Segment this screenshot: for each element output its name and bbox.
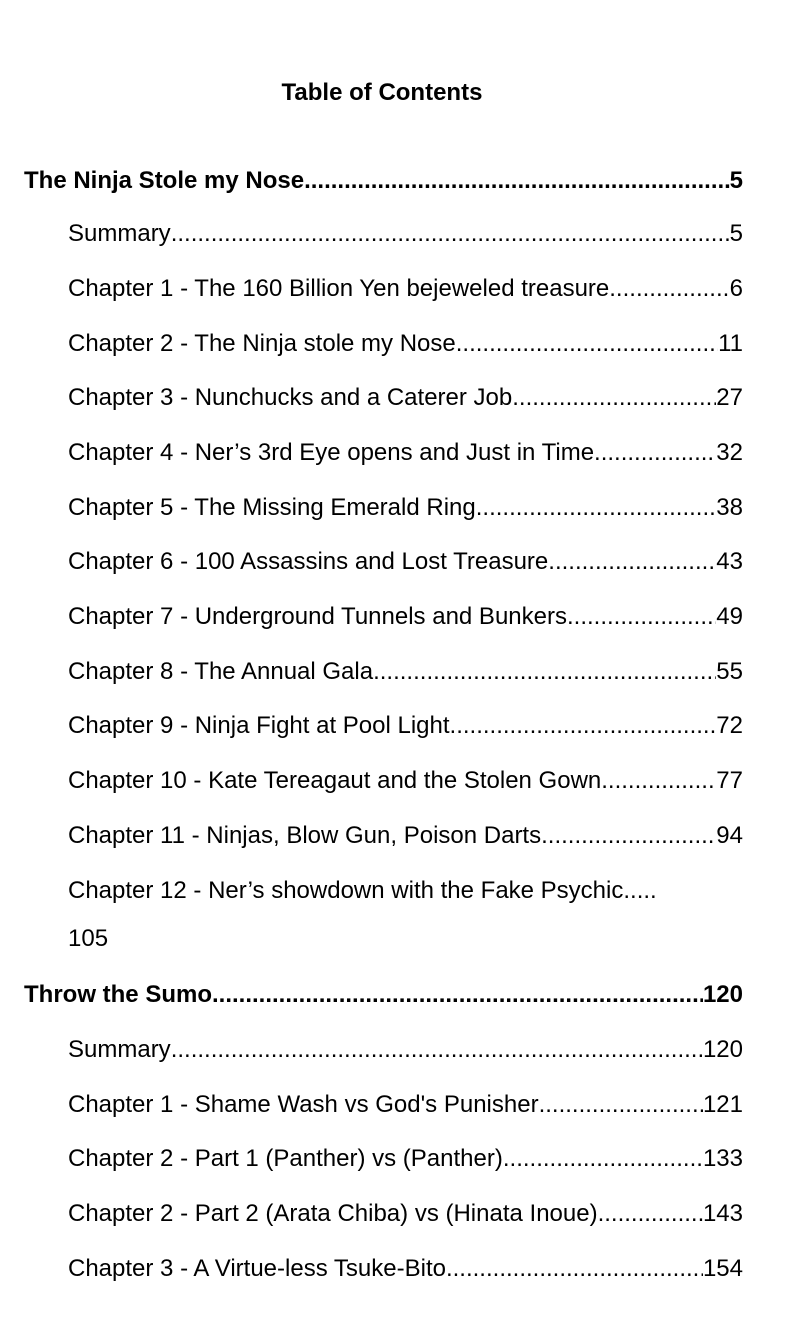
toc-entry[interactable] <box>68 329 743 359</box>
toc-title: Table of Contents <box>281 79 483 106</box>
page-number: 32 <box>716 439 743 466</box>
dot-leader <box>567 602 716 632</box>
entry-label: Chapter 2 - Part 2 (Arata Chiba) vs (Hinata Inoue) <box>68 1200 598 1227</box>
toc-entry[interactable] <box>68 219 743 249</box>
dot-leader <box>609 274 729 304</box>
toc-entry[interactable] <box>68 657 743 687</box>
page-number: 120 <box>702 981 743 1008</box>
dot-leader <box>171 1035 703 1065</box>
entry-label: Chapter 12 - Ner’s showdown with the Fake Psychic <box>68 877 624 904</box>
entry-label: Chapter 3 - Nunchucks and a Caterer Job <box>68 384 513 411</box>
toc-entry[interactable] <box>68 602 743 632</box>
part-title: Throw the Sumo <box>24 981 212 1008</box>
entry-label: Chapter 2 - Part 1 (Panther) vs (Panther) <box>68 1145 503 1172</box>
entry-label: Chapter 11 - Ninjas, Blow Gun, Poison Darts <box>68 822 542 849</box>
dot-leader <box>541 821 716 851</box>
page-number: 5 <box>729 167 743 194</box>
dot-leader <box>456 329 718 359</box>
entry-label: Chapter 5 - The Missing Emerald Ring <box>68 494 476 521</box>
dot-leader <box>450 711 717 741</box>
entry-label: Chapter 1 - Shame Wash vs God's Punisher <box>68 1091 539 1118</box>
entry-label: Chapter 3 - A Virtue-less Tsuke-Bito <box>68 1255 446 1282</box>
dot-leader <box>446 1254 703 1284</box>
toc-entry[interactable] <box>68 1035 743 1065</box>
dot-leader <box>512 383 716 413</box>
page-number: 72 <box>716 712 743 739</box>
dot-leader <box>212 980 703 1010</box>
dot-leader <box>594 438 716 468</box>
dot-leader <box>601 766 716 796</box>
toc-entry[interactable] <box>68 1199 743 1229</box>
dot-leader <box>171 219 730 249</box>
page-number: 121 <box>702 1091 743 1118</box>
toc-part-heading[interactable] <box>24 980 743 1010</box>
page-number: 154 <box>702 1255 743 1282</box>
dot-leader <box>373 657 716 687</box>
dot-leader <box>539 1090 703 1120</box>
toc-entry[interactable] <box>68 1144 743 1174</box>
dot-leader <box>503 1144 703 1174</box>
page-number: 5 <box>729 220 743 247</box>
entry-label: Chapter 2 - The Ninja stole my Nose <box>68 330 456 357</box>
dot-leader: ..... <box>623 877 657 904</box>
entry-label: Chapter 9 - Ninja Fight at Pool Light <box>68 712 450 739</box>
entry-label: Chapter 4 - Ner’s 3rd Eye opens and Just in Time <box>68 439 595 466</box>
page-number: 38 <box>716 494 743 521</box>
toc-entry[interactable] <box>68 274 743 304</box>
toc-entry[interactable] <box>68 766 743 796</box>
page-number: 105 <box>68 925 109 952</box>
toc-entry[interactable] <box>68 1254 743 1284</box>
entry-label: Chapter 10 - Kate Tereagaut and the Stolen Gown <box>68 767 602 794</box>
entry-label: Summary <box>68 1036 171 1063</box>
page-number: 120 <box>702 1036 743 1063</box>
page-number: 6 <box>729 275 743 302</box>
page-number: 55 <box>716 658 743 685</box>
page-number: 49 <box>716 603 743 630</box>
dot-leader <box>476 493 717 523</box>
toc-entry[interactable] <box>68 493 743 523</box>
page-number: 133 <box>702 1145 743 1172</box>
toc-entry[interactable] <box>68 383 743 413</box>
page-number: 94 <box>716 822 743 849</box>
entry-label: Chapter 7 - Underground Tunnels and Bunkers <box>68 603 567 630</box>
entry-label: Chapter 8 - The Annual Gala <box>68 658 374 685</box>
toc-entry[interactable] <box>68 876 743 952</box>
dot-leader <box>598 1199 703 1229</box>
dot-leader <box>304 166 730 196</box>
entry-label: Chapter 6 - 100 Assassins and Lost Treasure <box>68 548 549 575</box>
toc-entry[interactable] <box>68 821 743 851</box>
dot-leader <box>548 547 716 577</box>
page-number: 43 <box>716 548 743 575</box>
toc-entry[interactable] <box>68 1090 743 1120</box>
page-number: 27 <box>716 384 743 411</box>
page-number: 11 <box>718 330 743 357</box>
page-number: 77 <box>716 767 743 794</box>
toc-entry[interactable] <box>68 711 743 741</box>
toc-part-heading[interactable] <box>24 166 743 196</box>
part-title: The Ninja Stole my Nose <box>24 167 305 194</box>
page-number: 143 <box>702 1200 743 1227</box>
toc-entry[interactable] <box>68 547 743 577</box>
entry-label: Chapter 1 - The 160 Billion Yen bejeweled treasure <box>68 275 610 302</box>
entry-label: Summary <box>68 220 171 247</box>
toc-entry[interactable] <box>68 438 743 468</box>
